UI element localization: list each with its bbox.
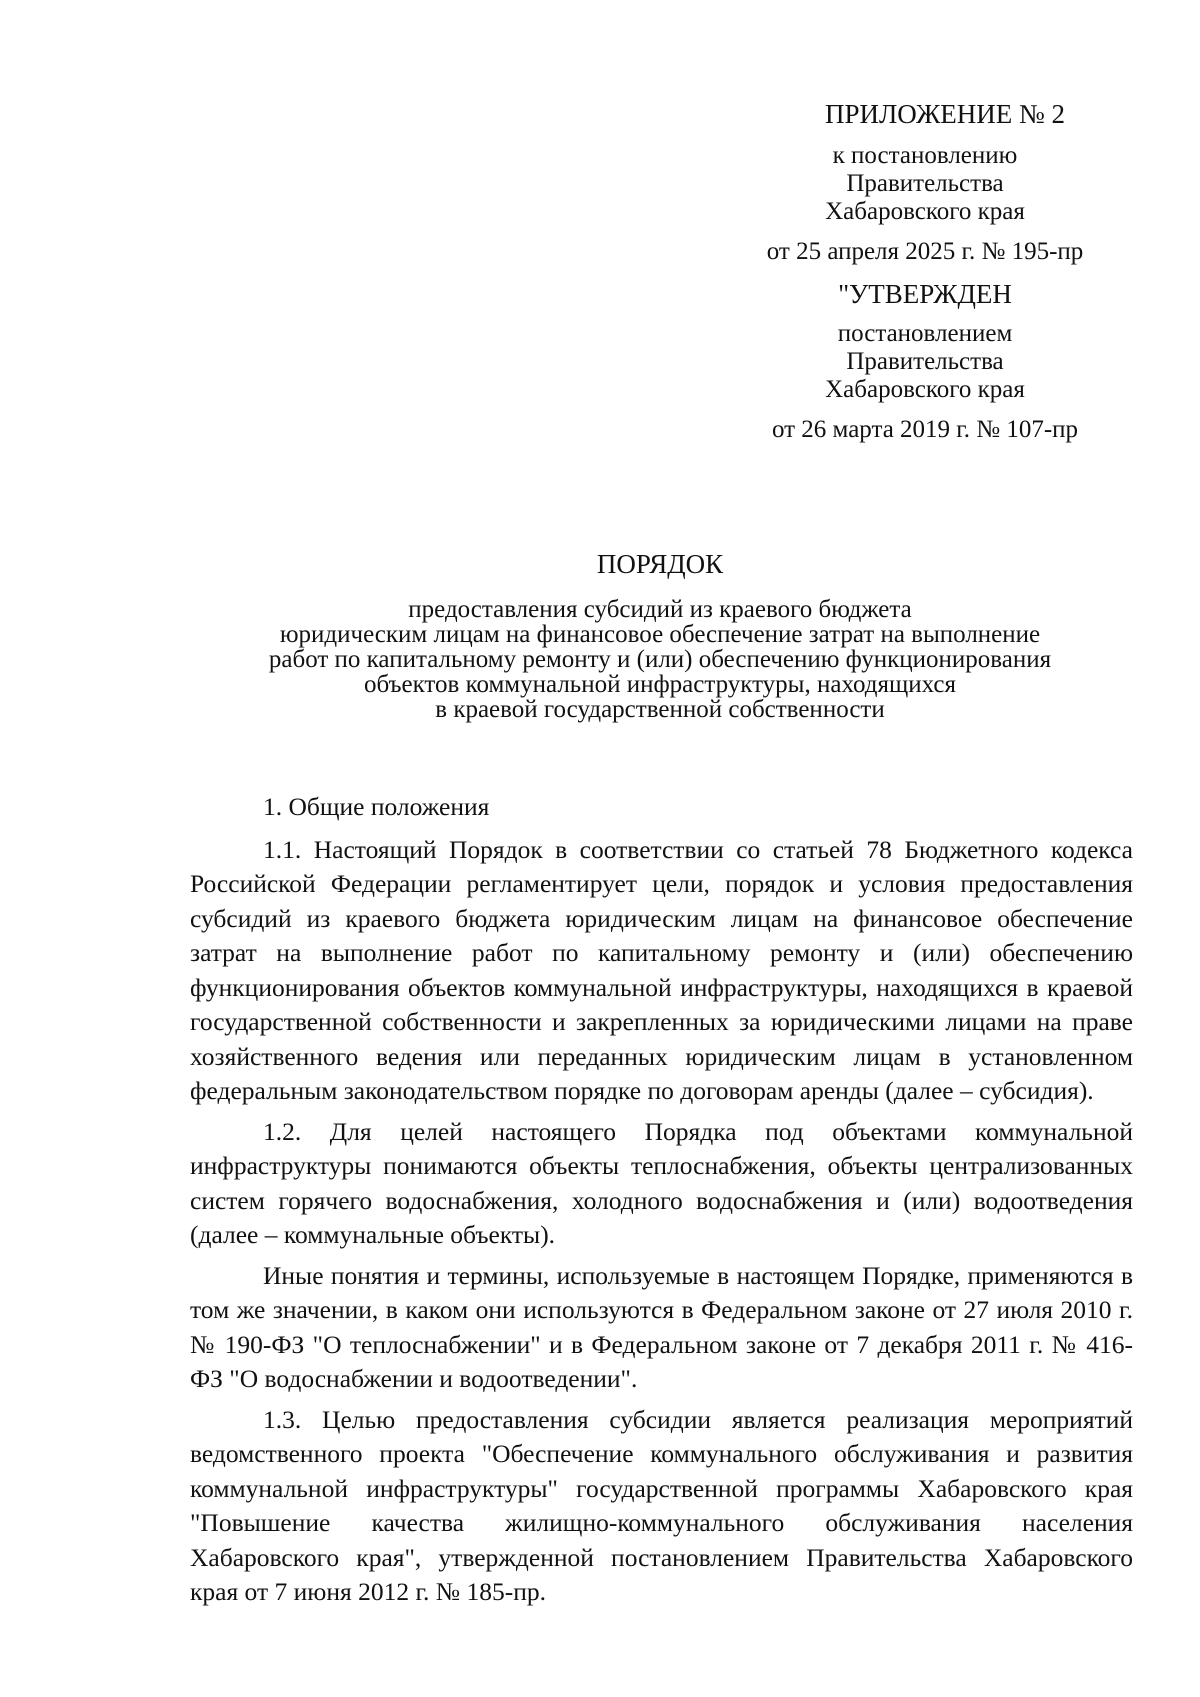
document-title-block bbox=[150, 549, 1170, 723]
region-text: Хабаровского края bbox=[825, 198, 1025, 225]
paragraph-terms: Иные понятия и термины, используемые в настоящем Порядке, применяются в том же значении, в каком они используются в Федеральном законе от 27 июля 2010 г. № 190-ФЗ "О теплоснабжении" и в Федеральном законе от 7 декабря 2011 г. № 416-ФЗ "О водоснабжении и водоотведении". bbox=[190, 1260, 1133, 1393]
appendix-title: ПРИЛОЖЕНИЕ № 2 bbox=[824, 99, 1066, 129]
resolution-date-number: от 25 апреля 2025 г. № 195-пр bbox=[766, 238, 1084, 265]
government-text: Правительства bbox=[846, 170, 1004, 197]
document-title: ПОРЯДОК bbox=[596, 549, 724, 579]
paragraph-1-3: 1.3. Целью предоставления субсидии является реализация мероприятий ведомственного проекта "Обеспечение коммунального обслуживания и развития коммунальной инфраструктуры" государственной программы Хабаровского края "Повышение качества жилищно-коммунального обслуживания населения Хабаровского края", утвержденной постановлением Правительства Хабаровского края от 7 июня 2012 г. № 185-пр. bbox=[190, 1404, 1133, 1606]
paragraph-1-1: 1.1. Настоящий Порядок в соответствии со статьей 78 Бюджетного кодекса Российской Федерации регламентирует цели, порядок и условия предоставления субсидий из краевого бюджета юридическим лицам на финансовое обеспечение затрат на выполнение работ по капитальному ремонту и (или) обеспечению функционирования объектов коммунальной инфраструктуры, находящихся в краевой государственной собственности и закрепленных за юридическими лицами на праве хозяйственного ведения или переданных юридическим лицам в установленном федеральным законодательством порядке по договорам аренды (далее – субсидия). bbox=[190, 834, 1133, 1105]
paragraph-1-2: 1.2. Для целей настоящего Порядка под объектами коммунальной инфраструктуры понимаются объекты теплоснабжения, объекты централизованных систем горячего водоснабжения, холодного водоснабжения и (или) водоотведения (далее – коммунальные объекты). bbox=[190, 1116, 1133, 1249]
document-body bbox=[190, 790, 1133, 1610]
approved-stamp-text: "УТВЕРЖДЕН bbox=[838, 279, 1012, 309]
title-line: объектов коммунальной инфраструктуры, находящихся bbox=[364, 671, 956, 698]
title-line: в краевой государственной собственности bbox=[435, 696, 885, 723]
to-resolution-text: к постановлению bbox=[832, 142, 1018, 169]
section-heading: 1. Общие положения bbox=[263, 792, 490, 821]
title-line: предоставления субсидий из краевого бюджета bbox=[408, 596, 912, 623]
appendix-header bbox=[720, 100, 1130, 444]
government-text-2: Правительства bbox=[846, 348, 1004, 375]
title-line: работ по капитальному ремонту и (или) обеспечению функционирования bbox=[268, 646, 1052, 673]
by-resolution-text: постановлением bbox=[837, 320, 1013, 347]
original-resolution-date-number: от 26 марта 2019 г. № 107-пр bbox=[771, 416, 1079, 443]
title-line: юридическим лицам на финансовое обеспечение затрат на выполнение bbox=[279, 621, 1041, 648]
region-text-2: Хабаровского края bbox=[825, 376, 1025, 403]
